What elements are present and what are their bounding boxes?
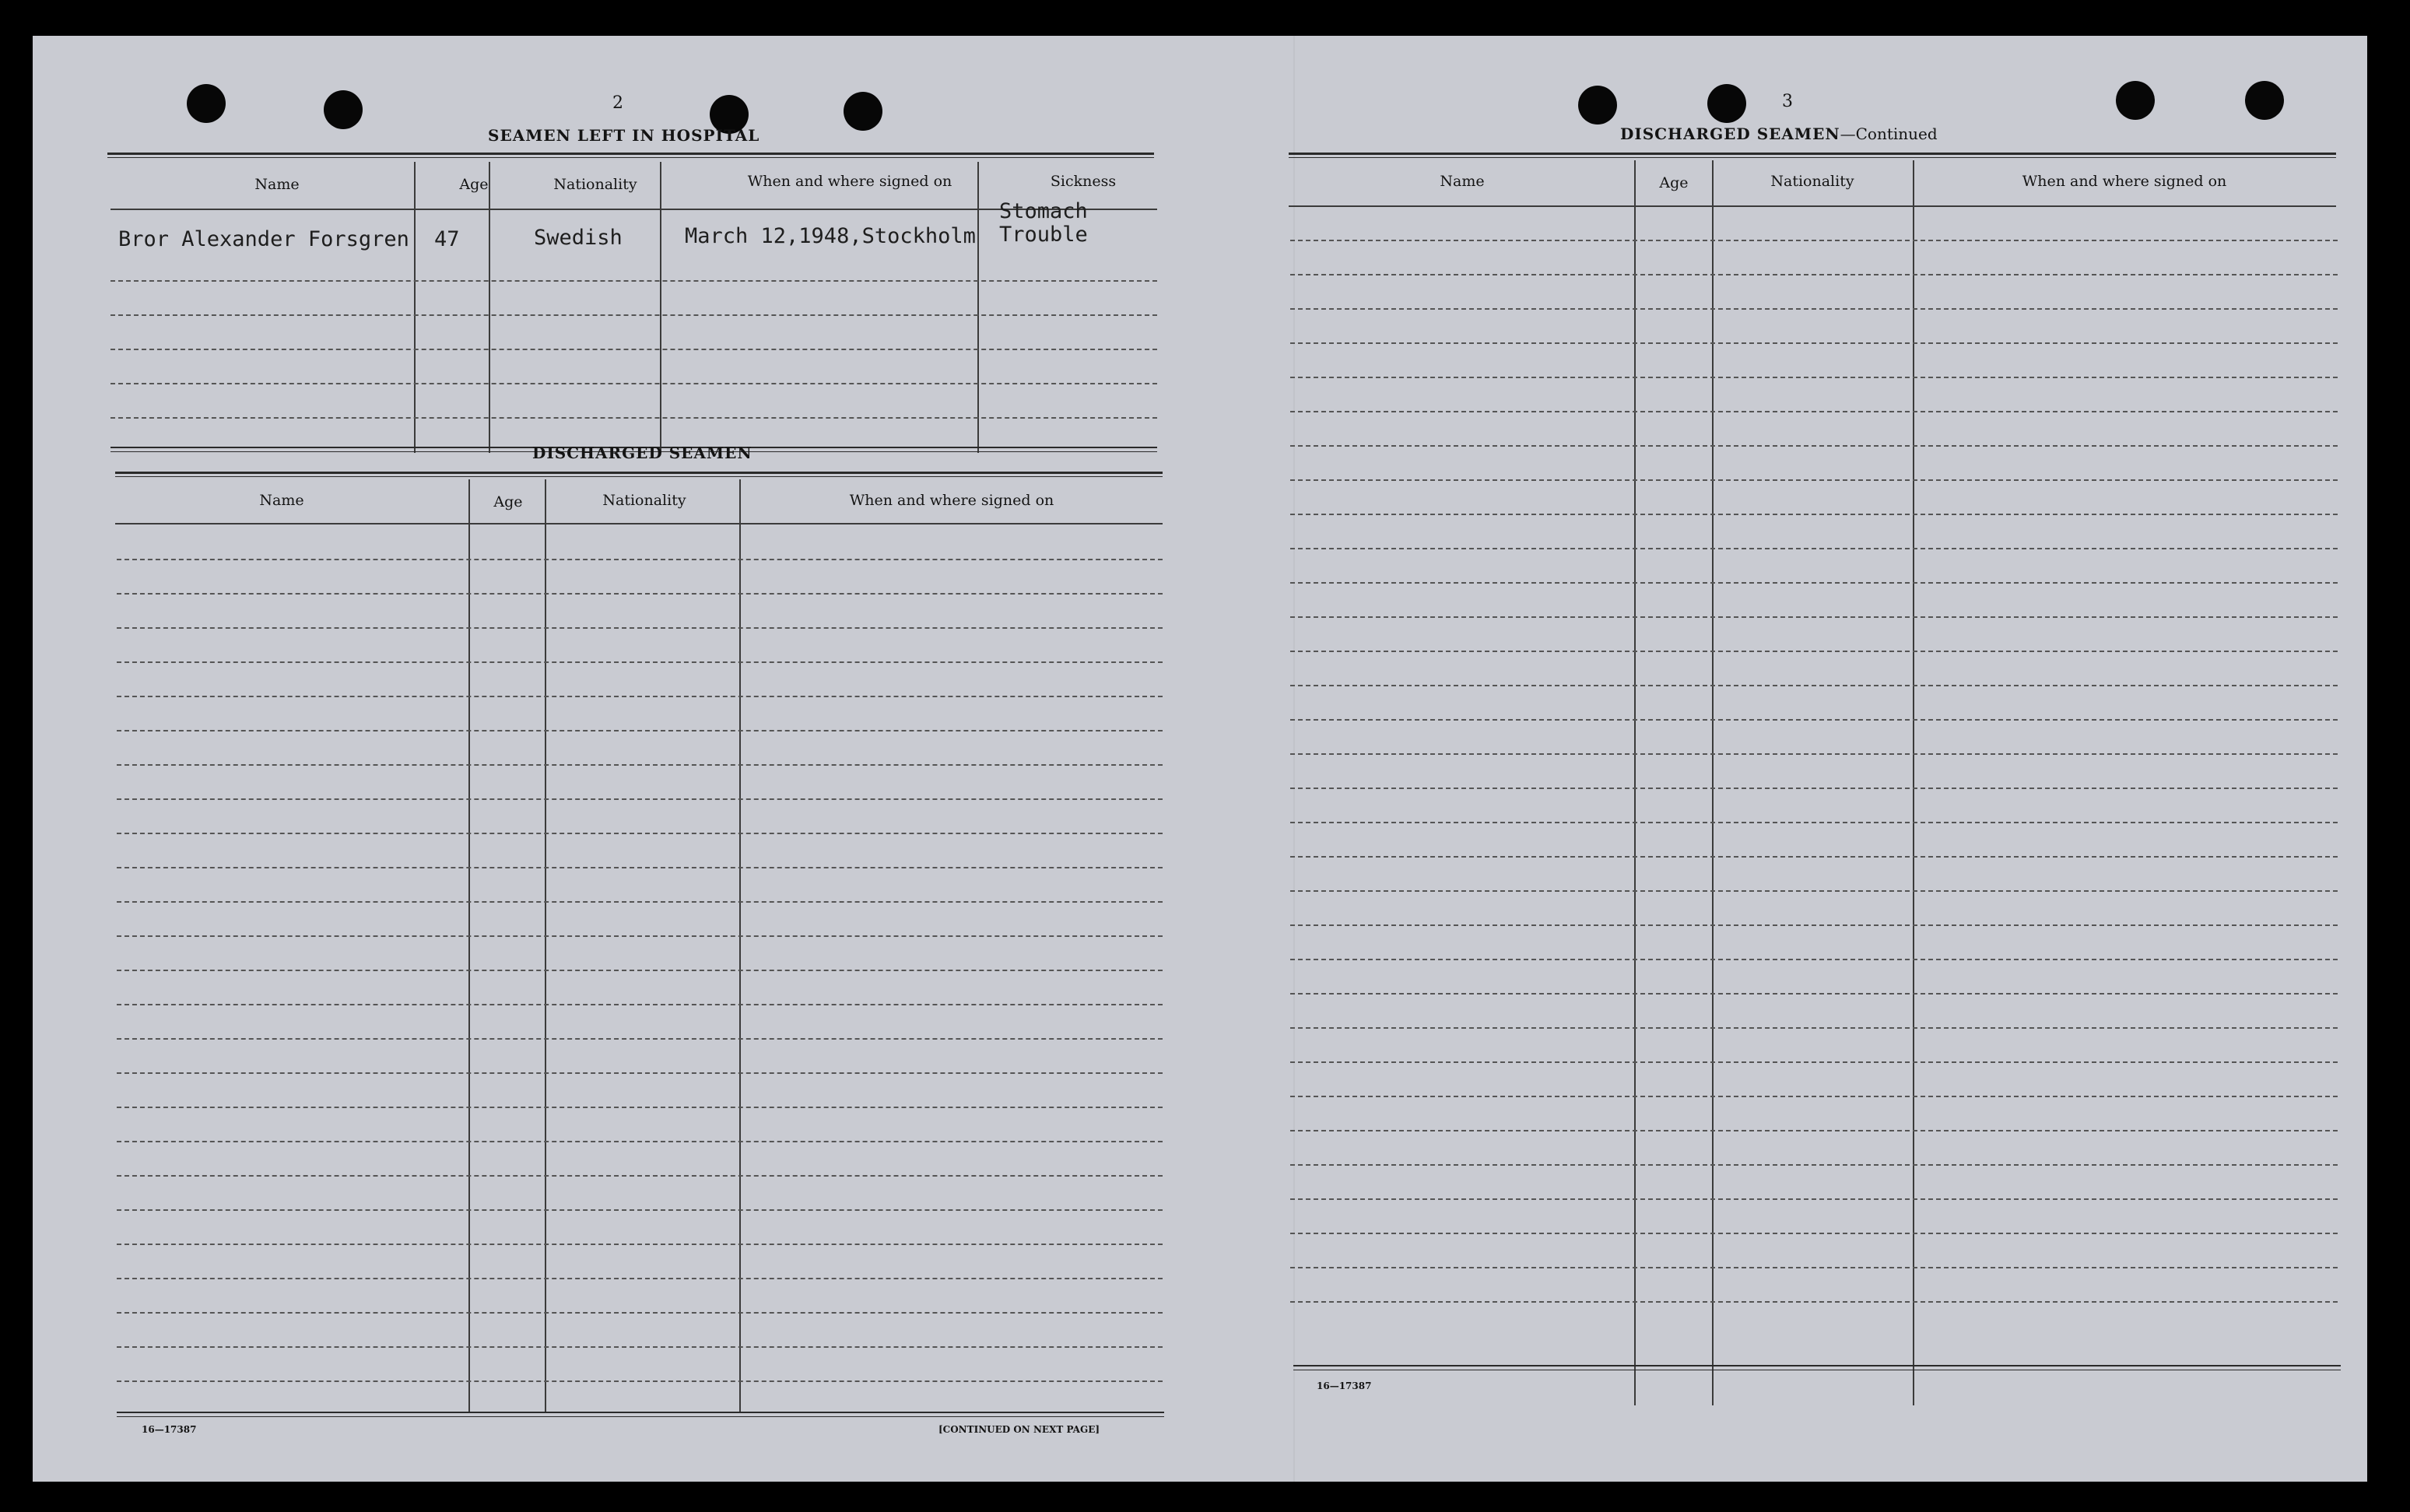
- continued-note: [CONTINUED ON NEXT PAGE]: [938, 1424, 1100, 1435]
- hospital-entry-sickness-line2: Trouble: [999, 223, 1088, 247]
- left-form-code: 16—17387: [142, 1424, 197, 1435]
- row-line: [1290, 377, 2338, 378]
- row-line: [1290, 959, 2338, 960]
- row-line: [117, 970, 1163, 971]
- hospital-divider: [414, 162, 416, 453]
- row-line: [117, 764, 1163, 766]
- row-line: [1290, 616, 2338, 618]
- right-divider: [1634, 160, 1636, 1405]
- row-line: [1290, 924, 2338, 926]
- hospital-col-age: Age: [459, 176, 489, 193]
- hospital-entry-nationality: Swedish: [534, 226, 623, 250]
- row-line: [1290, 1198, 2338, 1200]
- hospital-top-rule: [107, 153, 1154, 155]
- punch-hole: [187, 84, 226, 123]
- row-line: [117, 833, 1163, 834]
- row-line: [1290, 240, 2338, 241]
- row-line: [1290, 1130, 2338, 1131]
- punch-hole: [2116, 81, 2155, 120]
- row-line: [117, 661, 1163, 663]
- punch-hole: [1578, 86, 1617, 125]
- continued-suffix: —Continued: [1840, 125, 1938, 143]
- row-line: [117, 1141, 1163, 1142]
- hospital-section-title: SEAMEN LEFT IN HOSPITAL: [488, 126, 760, 145]
- row-line: [1290, 582, 2338, 584]
- discharged-bottom-rule: [117, 1412, 1164, 1413]
- row-line: [117, 798, 1163, 800]
- right-divider: [1913, 160, 1914, 1405]
- hospital-row-line: [111, 280, 1157, 282]
- page-fold: [1293, 36, 1295, 1482]
- discharged-col-signed-on: When and where signed on: [849, 492, 1054, 509]
- row-line: [1290, 548, 2338, 549]
- row-line: [117, 1380, 1163, 1382]
- hospital-top-rule-thin: [107, 157, 1154, 158]
- row-line: [1290, 479, 2338, 481]
- discharged-header-line: [115, 523, 1163, 524]
- hospital-entry-age: 47: [434, 227, 460, 251]
- row-line: [1290, 308, 2338, 310]
- row-line: [1290, 342, 2338, 344]
- row-line: [117, 1244, 1163, 1245]
- row-line: [117, 1107, 1163, 1108]
- discharged-divider: [739, 479, 741, 1413]
- right-divider: [1712, 160, 1714, 1405]
- row-line: [1290, 685, 2338, 686]
- row-line: [1290, 1267, 2338, 1268]
- hospital-row-line: [111, 349, 1157, 350]
- hospital-col-signed-on: When and where signed on: [747, 173, 952, 190]
- row-line: [1290, 1027, 2338, 1029]
- discharged-divider: [468, 479, 470, 1413]
- hospital-row-line: [111, 417, 1157, 419]
- hospital-row-line: [111, 383, 1157, 384]
- right-col-age: Age: [1659, 174, 1689, 191]
- hospital-entry-signed-on: March 12,1948,Stockholm: [685, 224, 976, 248]
- right-top-rule: [1289, 153, 2336, 155]
- punch-hole: [2245, 81, 2284, 120]
- discharged-divider: [545, 479, 546, 1413]
- row-line: [1290, 788, 2338, 789]
- row-line: [117, 627, 1163, 629]
- row-line: [117, 1278, 1163, 1279]
- right-header-line: [1289, 205, 2336, 207]
- row-line: [1290, 514, 2338, 515]
- row-line: [1290, 822, 2338, 823]
- row-line: [117, 935, 1163, 937]
- hospital-entry-name: Bror Alexander Forsgren: [118, 227, 409, 251]
- discharged-bottom-rule-thin: [117, 1416, 1164, 1417]
- row-line: [117, 1312, 1163, 1314]
- row-line: [1290, 1061, 2338, 1063]
- row-line: [1290, 1233, 2338, 1234]
- manifest-sheet: [33, 36, 2367, 1482]
- row-line: [117, 730, 1163, 731]
- hospital-divider: [977, 162, 979, 453]
- discharged-section-title: DISCHARGED SEAMEN: [532, 444, 752, 462]
- right-form-code: 16—17387: [1317, 1380, 1372, 1391]
- row-line: [117, 1209, 1163, 1211]
- row-line: [1290, 719, 2338, 721]
- row-line: [117, 901, 1163, 903]
- right-page-number: 3: [1782, 92, 1793, 111]
- row-line: [117, 593, 1163, 595]
- right-col-nationality: Nationality: [1770, 173, 1854, 190]
- row-line: [1290, 753, 2338, 755]
- right-top-rule-thin: [1289, 157, 2336, 158]
- row-line: [1290, 1301, 2338, 1303]
- row-line: [117, 559, 1163, 560]
- row-line: [1290, 1164, 2338, 1166]
- punch-hole: [324, 90, 363, 129]
- row-line: [117, 867, 1163, 868]
- row-line: [1290, 856, 2338, 858]
- row-line: [1290, 1096, 2338, 1097]
- row-line: [1290, 993, 2338, 995]
- hospital-col-nationality: Nationality: [553, 176, 637, 193]
- row-line: [1290, 651, 2338, 652]
- row-line: [117, 1004, 1163, 1005]
- hospital-divider: [489, 162, 490, 453]
- row-line: [117, 1346, 1163, 1348]
- punch-hole: [1707, 84, 1746, 123]
- left-page-number: 2: [612, 93, 623, 113]
- discharged-top-rule-thin: [115, 476, 1163, 477]
- row-line: [1290, 890, 2338, 892]
- punch-hole: [844, 92, 882, 131]
- row-line: [117, 1038, 1163, 1040]
- discharged-col-age: Age: [493, 493, 523, 510]
- right-bottom-rule: [1293, 1365, 2341, 1366]
- right-col-name: Name: [1440, 173, 1485, 190]
- discharged-top-rule: [115, 472, 1163, 474]
- discharged-col-name: Name: [259, 492, 304, 509]
- hospital-divider: [660, 162, 661, 453]
- row-line: [117, 696, 1163, 697]
- hospital-col-name: Name: [254, 176, 300, 193]
- row-line: [1290, 445, 2338, 447]
- hospital-row-line: [111, 314, 1157, 316]
- right-col-signed-on: When and where signed on: [2022, 173, 2227, 190]
- discharged-continued-title: DISCHARGED SEAMEN—Continued: [1620, 125, 1938, 143]
- row-line: [117, 1072, 1163, 1074]
- discharged-col-nationality: Nationality: [602, 492, 686, 509]
- hospital-col-sickness: Sickness: [1050, 173, 1117, 190]
- row-line: [1290, 274, 2338, 275]
- hospital-entry-sickness-line1: Stomach: [999, 199, 1088, 223]
- row-line: [1290, 411, 2338, 412]
- row-line: [117, 1175, 1163, 1177]
